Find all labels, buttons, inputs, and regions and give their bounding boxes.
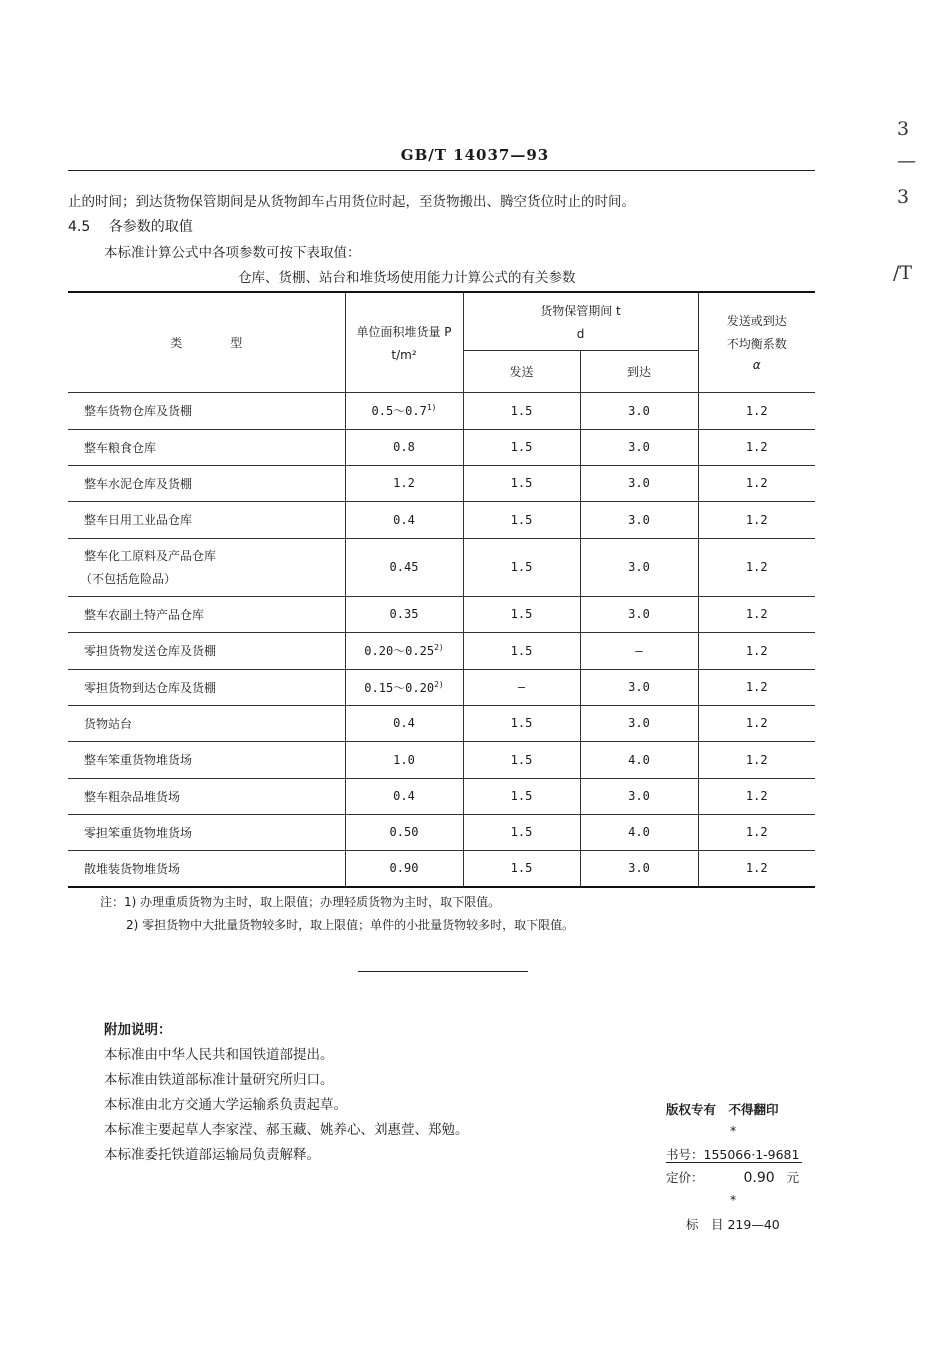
row-type-line2: （不包括危险品） xyxy=(80,572,177,586)
row-type: 整车日用工业品仓库 xyxy=(68,501,345,538)
row-density: 0.4 xyxy=(345,705,463,741)
section-number: 4.5 xyxy=(68,219,91,235)
header-arrive: 到达 xyxy=(580,350,698,392)
header-rule xyxy=(68,170,815,171)
row-arrive: 3.0 xyxy=(580,392,698,429)
row-type xyxy=(68,538,345,596)
table-row xyxy=(68,538,815,596)
row-send: 1.5 xyxy=(463,705,580,741)
row-coefficient: 1.2 xyxy=(698,429,815,465)
row-send: 1.5 xyxy=(463,538,580,596)
row-density: 1.2 xyxy=(345,465,463,501)
row-density: 0.35 xyxy=(345,596,463,632)
side-label-char-1: 3 xyxy=(897,118,910,140)
row-density: 0.20～0.25$^{2)}$ xyxy=(345,632,463,669)
header-coef-line2: 不均衡系数 xyxy=(726,337,787,352)
continued-paragraph: 止的时间；到达货物保管期间是从货物卸车占用货位时起，至货物搬出、腾空货位时止的时间。 xyxy=(68,194,635,210)
row-send: 1.5 xyxy=(463,778,580,814)
row-density: 1.0 xyxy=(345,741,463,778)
row-arrive: 4.0 xyxy=(580,814,698,850)
table-row xyxy=(68,465,815,501)
table-row xyxy=(68,705,815,741)
table-row xyxy=(68,850,815,887)
header-density xyxy=(345,292,463,392)
book-number-underline xyxy=(666,1162,802,1163)
table-row xyxy=(68,429,815,465)
row-arrive: 3.0 xyxy=(580,705,698,741)
row-coefficient: 1.2 xyxy=(698,705,815,741)
row-coefficient: 1.2 xyxy=(698,596,815,632)
header-coef-symbol: α xyxy=(752,358,761,373)
price-row xyxy=(666,1168,799,1186)
notes-label: 注： xyxy=(100,895,125,909)
row-coefficient: 1.2 xyxy=(698,669,815,705)
row-send: — xyxy=(463,669,580,705)
row-type: 零担笨重货物堆货场 xyxy=(68,814,345,850)
row-type: 整车粗杂品堆货场 xyxy=(68,778,345,814)
header-period-title: 货物保管期间 t xyxy=(540,303,621,318)
row-arrive: 3.0 xyxy=(580,850,698,887)
separator-star: * xyxy=(730,1123,737,1138)
price-value: 0.90 xyxy=(743,1170,775,1186)
row-type: 整车农副土特产品仓库 xyxy=(68,596,345,632)
row-send: 1.5 xyxy=(463,850,580,887)
row-send: 1.5 xyxy=(463,596,580,632)
copyright-notice: 版权专有 不得翻印 xyxy=(666,1102,779,1117)
row-coefficient: 1.2 xyxy=(698,538,815,596)
table-row xyxy=(68,741,815,778)
separator-star: * xyxy=(730,1192,737,1207)
row-coefficient: 1.2 xyxy=(698,501,815,538)
row-density: 0.8 xyxy=(345,429,463,465)
row-type: 零担货物发送仓库及货棚 xyxy=(68,632,345,669)
row-density: 0.15～0.20$^{2)}$ xyxy=(345,669,463,705)
side-label-char-3: 3 xyxy=(897,186,910,208)
header-density-title: 单位面积堆货量 P xyxy=(356,324,452,339)
row-coefficient: 1.2 xyxy=(698,814,815,850)
catalog-number: 标 目 219—40 xyxy=(686,1217,780,1232)
row-send: 1.5 xyxy=(463,741,580,778)
standard-code-header: GB/T 14037—93 xyxy=(400,146,550,164)
row-send: 1.5 xyxy=(463,814,580,850)
row-coefficient: 1.2 xyxy=(698,392,815,429)
header-period-unit: d xyxy=(576,326,585,341)
row-send: 1.5 xyxy=(463,501,580,538)
row-type-line1: 整车化工原料及产品仓库 xyxy=(84,549,217,563)
row-density: 0.4 xyxy=(345,501,463,538)
row-arrive: 3.0 xyxy=(580,429,698,465)
section-title: 各参数的取值 xyxy=(108,219,193,235)
row-coefficient: 1.2 xyxy=(698,778,815,814)
row-arrive: — xyxy=(580,632,698,669)
side-label-char-2: — xyxy=(897,150,916,172)
table-row xyxy=(68,814,815,850)
attachment-line: 本标准委托铁道部运输局负责解释。 xyxy=(104,1147,320,1163)
table-row xyxy=(68,596,815,632)
price-label: 定价： xyxy=(666,1170,704,1185)
row-type: 整车货物仓库及货棚 xyxy=(68,392,345,429)
header-coef-line1: 发送或到达 xyxy=(726,314,787,329)
row-density: 0.90 xyxy=(345,850,463,887)
row-coefficient: 1.2 xyxy=(698,850,815,887)
table-note-1 xyxy=(100,893,500,910)
row-density: 0.5～0.7$^{1)}$ xyxy=(345,392,463,429)
row-arrive: 3.0 xyxy=(580,669,698,705)
row-arrive: 3.0 xyxy=(580,596,698,632)
parameters-table xyxy=(68,291,815,888)
row-send: 1.5 xyxy=(463,392,580,429)
row-density: 0.4 xyxy=(345,778,463,814)
header-period xyxy=(463,292,698,350)
table-row xyxy=(68,778,815,814)
row-arrive: 3.0 xyxy=(580,538,698,596)
row-send: 1.5 xyxy=(463,465,580,501)
note-1-text: 1) 办理重质货物为主时，取上限值；办理轻质货物为主时，取下限值。 xyxy=(124,895,501,909)
side-label-char-4: /T xyxy=(893,262,913,284)
row-type: 整车笨重货物堆货场 xyxy=(68,741,345,778)
row-arrive: 3.0 xyxy=(580,465,698,501)
header-coefficient xyxy=(698,292,815,392)
note-2-text: 2) 零担货物中大批量货物较多时，取上限值；单件的小批量货物较多时，取下限值。 xyxy=(126,918,575,932)
row-type: 整车粮食仓库 xyxy=(68,429,345,465)
row-density: 0.50 xyxy=(345,814,463,850)
section-heading xyxy=(68,216,193,236)
header-send: 发送 xyxy=(463,350,580,392)
row-arrive: 3.0 xyxy=(580,778,698,814)
row-send: 1.5 xyxy=(463,632,580,669)
row-coefficient: 1.2 xyxy=(698,465,815,501)
table-row xyxy=(68,632,815,669)
section-divider xyxy=(358,971,528,972)
table-row xyxy=(68,501,815,538)
row-arrive: 3.0 xyxy=(580,501,698,538)
attachment-line: 本标准由中华人民共和国铁道部提出。 xyxy=(104,1047,334,1063)
row-density: 0.45 xyxy=(345,538,463,596)
header-density-unit: t/m² xyxy=(391,347,417,362)
header-type: 类 型 xyxy=(68,292,345,392)
row-type: 散堆装货物堆货场 xyxy=(68,850,345,887)
attachment-line: 本标准由北方交通大学运输系负责起草。 xyxy=(104,1097,347,1113)
price-unit: 元 xyxy=(786,1170,800,1185)
row-coefficient: 1.2 xyxy=(698,632,815,669)
row-arrive: 4.0 xyxy=(580,741,698,778)
book-number: 书号：155066·1-9681 xyxy=(666,1147,800,1162)
attachment-line: 本标准由铁道部标准计量研究所归口。 xyxy=(104,1072,334,1088)
table-caption: 仓库、货棚、站台和堆货场使用能力计算公式的有关参数 xyxy=(238,270,576,286)
row-send: 1.5 xyxy=(463,429,580,465)
table-row xyxy=(68,669,815,705)
row-type: 零担货物到达仓库及货棚 xyxy=(68,669,345,705)
attachment-line: 本标准主要起草人李家滢、郝玉藏、姚养心、刘惠萱、郑勉。 xyxy=(104,1122,469,1138)
row-type: 整车水泥仓库及货棚 xyxy=(68,465,345,501)
table-row xyxy=(68,392,815,429)
row-coefficient: 1.2 xyxy=(698,741,815,778)
lead-paragraph: 本标准计算公式中各项参数可按下表取值： xyxy=(104,245,361,261)
attachment-title: 附加说明： xyxy=(104,1022,172,1038)
row-type: 货物站台 xyxy=(68,705,345,741)
